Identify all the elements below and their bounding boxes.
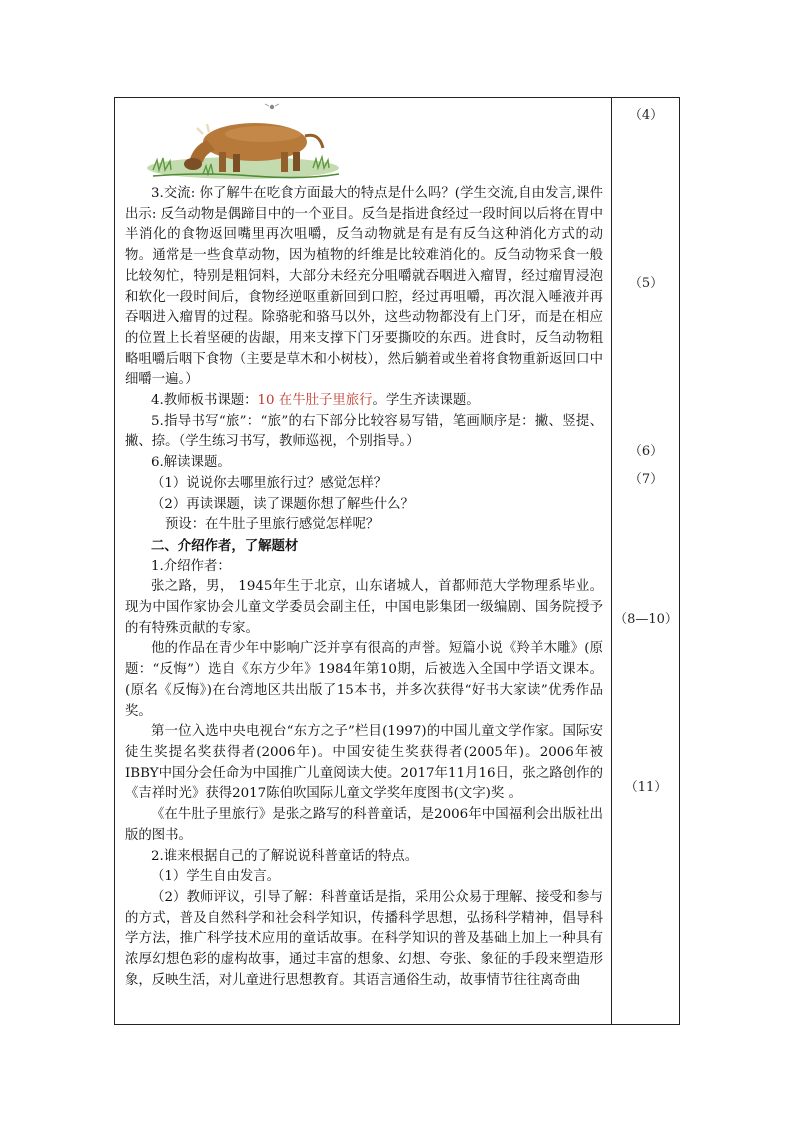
paragraph-preset: 预设：在牛肚子里旅行感觉怎样呢？: [165, 517, 380, 533]
note-marker: （8—10）: [614, 612, 678, 627]
note-marker: （11）: [624, 780, 668, 795]
note-marker: （6）: [628, 444, 664, 459]
paragraph-discussion: 3.交流: 你了解牛在吃食方面最大的特点是什么吗？(学生交流,自由发言,课件出示: 反刍动物是偶蹄目中的一个亚目。反刍是指进食经过一段时间以后将在胃中半消化的食物返回嘴里再次咀嚼，反刍动物就是有是有反刍这种消化方式的动物。通常是一些食草动物，因为植物的纤维是比较难消化的。反刍动物采食一般比较匆忙，特别是粗饲料，大部分未经充分咀嚼就吞咽进入瘤胃，经过瘤胃浸泡和软化一段时间后，食物经逆呕重新回到口腔，经过再咀嚼，再次混入唾液并再吞咽进入瘤胃的过程。除骆驼和骆马以外，这些动物都没有上门牙，而是在相应的位置上长着坚硬的齿龈，用来支撑下门牙要撕咬的东西。进食时，反刍动物粗略咀嚼后咽下食物（主要是草木和小树枝），然后躺着或坐着将食物重新返回口中细嚼一遍。）: [125, 186, 603, 388]
paragraph-author-awards: 第一位入选中央电视台“东方之子”栏目(1997)的中国儿童文学作家。国际安徒生奖提名奖获得者(2006年)。中国安徒生奖获得者(2005年)。2006年被IBBY中国分会任命为中国推广儿童阅读大使。2017年11月16日，张之路创作的《吉祥时光》获得2017陈伯吹国际儿童文学奖年度图书(文字)奖 。: [125, 724, 603, 802]
note-marker: （7）: [628, 472, 664, 487]
notes-column: [612, 98, 680, 1024]
paragraph-student-speak: （1）学生自由发言。: [151, 869, 281, 885]
paragraph-question-1: （1）说说你去哪里旅行过？感觉怎样？: [151, 475, 388, 491]
note-marker: （4）: [628, 108, 664, 123]
board-title-suffix: 。学生齐读课题。: [372, 393, 480, 409]
paragraph-author-intro: 1.介绍作者：: [151, 558, 231, 574]
paragraph-writing-guide: 5.指导书写“旅”：“旅”的右下部分比较容易写错，笔画顺序是：撇、竖提、撇、捺。（学生练习书写，教师巡视，个别指导。）: [125, 413, 603, 450]
paragraph-teacher-comment: （2）教师评议，引导了解：科普童话是指，采用公众易于理解、接受和参与的方式，普及自然科学和社会科学知识，传播科学思想，弘扬科学精神，倡导科学方法，推广科学技术应用的童话故事。在科学知识的普及基础上加上一种具有浓厚幻想色彩的虚构故事，通过丰富的想象、幻想、夸张、象征的手段来塑造形象，反映生活，对儿童进行思想教育。其语言通俗生动，故事情节往往离奇曲: [125, 889, 603, 988]
lesson-content: [125, 184, 603, 991]
note-marker: （5）: [628, 276, 664, 291]
main-column: [115, 98, 611, 1024]
cow-grazing-illustration: [143, 102, 343, 184]
paragraph-author-bio: 张之路，男， 1945年生于北京，山东诸城人，首都师范大学物理系毕业。现为中国作家协会儿童文学委员会副主任，中国电影集团一级编剧、国务院授予的有特殊贡献的专家。: [125, 579, 603, 636]
paragraph-interpret-title: 6.解读课题。: [151, 455, 231, 471]
paragraph-book-info: 《在牛肚子里旅行》是张之路写的科普童话，是2006年中国福利会出版社出版的图书。: [125, 807, 603, 843]
section-heading: 二、介绍作者，了解题材: [151, 537, 299, 554]
paragraph-board-title: [125, 391, 603, 412]
paragraph-author-works: 他的作品在青少年中影响广泛并享有很高的声誉。短篇小说《羚羊木雕》(原题：“反悔”）选自《东方少年》1984年第10期，后被选入全国中学语文课本。(原名《反悔》)在台湾地区共出版了15本书，并多次获得“好书大家读”优秀作品奖。: [125, 641, 603, 719]
lesson-table: [114, 97, 680, 1025]
paragraph-fairy-tale-question: 2.谁来根据自己的了解说说科普童话的特点。: [151, 848, 419, 864]
board-title-prefix: 4.教师板书课题：: [151, 393, 258, 409]
lesson-title: 10 在牛肚子里旅行: [257, 393, 373, 409]
paragraph-question-2: （2）再读课题，读了课题你想了解些什么？: [151, 496, 414, 512]
